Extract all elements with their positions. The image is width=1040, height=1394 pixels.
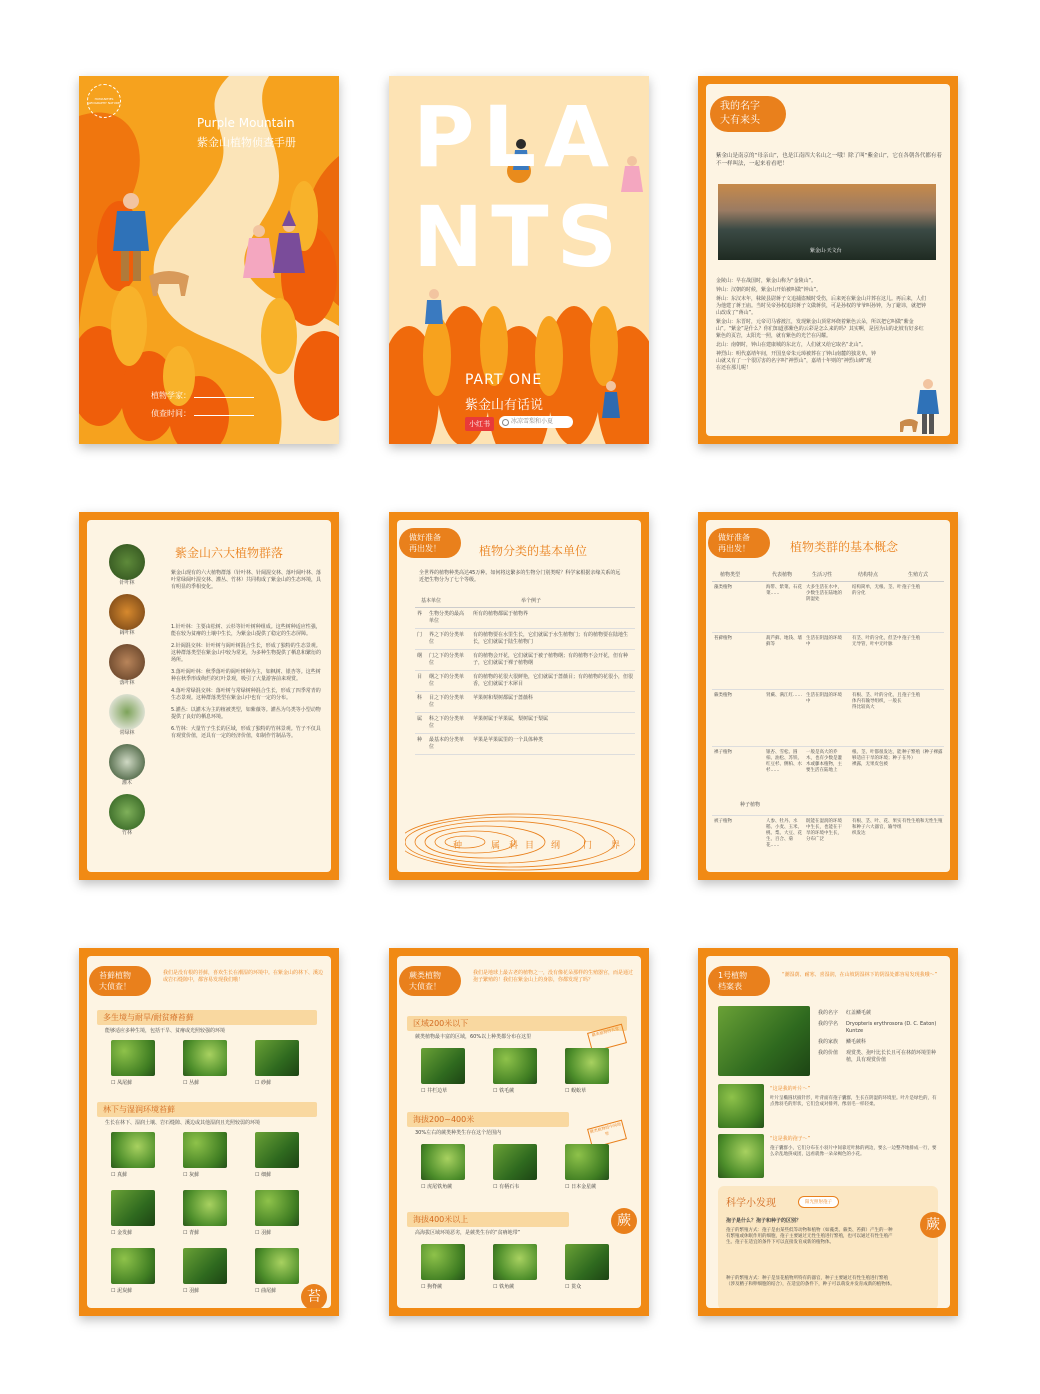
fern-label: ☐ 井栏边草 bbox=[421, 1088, 448, 1094]
name-history-panel bbox=[706, 84, 950, 436]
classification-intro: 全世界的植物种类高达45万种。如何将这繁多的生物分门别类呢？科学家根据亲缘关系的远近把生物分为了七个等级。 bbox=[419, 570, 621, 583]
ring-label: 纲 bbox=[551, 841, 561, 851]
communities-intro: 紫金山现有的六大植物群落（针叶林、针阔混交林、落叶阔叶林、落叶常绿阔叶混交林、灌丛、竹林）共同构成了紫金山的生态环境，具有明显的季相变化。 bbox=[171, 570, 322, 590]
classification-title: 植物分类的基本单位 bbox=[479, 544, 588, 558]
discovery-title: 科学小发现 bbox=[726, 1198, 776, 1209]
classification-tag: 做好准备 再出发！ bbox=[399, 528, 461, 558]
search-pill bbox=[499, 416, 573, 428]
fern-photo bbox=[421, 1144, 465, 1180]
communities-title: 紫金山六大植物群落 bbox=[175, 546, 284, 560]
community-thumb: 落叶林 bbox=[107, 644, 147, 687]
plants-big-2: NTS bbox=[413, 188, 626, 286]
moss-label: ☐ 泥炭藓 bbox=[111, 1288, 133, 1294]
fern-label: ☐ 蜈蚣草 bbox=[565, 1088, 587, 1094]
fern-section-2: 海拔200~400米 bbox=[407, 1112, 569, 1127]
fern-photo bbox=[565, 1144, 609, 1180]
fern-section-2-desc: 30%左右的蕨类种类生存在这个范围内 bbox=[415, 1130, 502, 1136]
fern-label: ☐ 贯众 bbox=[565, 1284, 582, 1290]
plant-profile-badge: 蕨 bbox=[920, 1212, 946, 1238]
moss-photo bbox=[183, 1248, 227, 1284]
group-row: 裸子植物 银杏、雪松、圆柏、油松、苏铁、红豆杉、侧柏、水杉…… 一般是高大的乔木，也有少数是灌木或藤本植物，主要生活在陆地上 根、茎、叶都很发达，能够适应干旱的环境；种子裸露，无果皮包被 种子繁殖（种子裸露在外） bbox=[712, 747, 944, 816]
moss-photo bbox=[111, 1040, 155, 1076]
plant-leaf-text: 叶片呈椭圆状披针形，叶背面有孢子囊群，生长在阴湿的环境里。叶片是绿色的，有点像羽毛的形状，它们会成对排列，像羽毛一样轻柔。 bbox=[770, 1096, 937, 1107]
moss-photo bbox=[255, 1248, 299, 1284]
rank-row: 门 界之下的分类单位 有的植物要在水里生长，它们就属于水生植物门；有的植物要在陆地生长，它们就属于陆生植物门 bbox=[415, 629, 635, 650]
fern-label: ☐ 铁毛蕨 bbox=[493, 1088, 515, 1094]
fern-page bbox=[389, 948, 649, 1316]
plant-field: 我的名字 红盖鳞毛蕨 bbox=[818, 1010, 872, 1016]
rank-table bbox=[415, 596, 635, 755]
community-thumb: 常绿林 bbox=[107, 694, 147, 737]
groups-page bbox=[698, 512, 958, 880]
moss-label: ☐ 砂藓 bbox=[255, 1080, 272, 1086]
plant-spore-photo bbox=[718, 1134, 764, 1178]
name-item: 北山：南朝时，钟山在建康城的东北方，人们就又给它取名“北山”。 bbox=[716, 342, 867, 348]
group-row: 被子植物 人参、牡丹、水稻、小麦、玉米、桃、梨、大豆、花生、百合、菊花…… 既能在湿润的环境中生长，也能在干旱的环境中生长，分布广泛 有根、茎、叶、花、果实和种子六大器官，输导组织发达 有性生殖和无性生殖 bbox=[714, 819, 943, 848]
ring-label: 目 bbox=[525, 841, 535, 851]
fern-photo bbox=[493, 1144, 537, 1180]
fern-badge: 蕨 bbox=[611, 1208, 637, 1234]
moss-photo bbox=[183, 1190, 227, 1226]
seed-plants-label: 种子植物 bbox=[740, 802, 761, 808]
name-item: 神烈山：明代嘉靖年间，开国皇帝朱元璋被葬在了钟山南麓的独龙阜，钟山就又有了一个很厉害的名字叫“神烈山”，嘉靖十年则的“神烈山碑”现在还在那儿呢！ bbox=[716, 351, 877, 371]
name-intro: 紫金山是南京的“母亲山”，也是江南四大名山之一哦！除了叫“紫金山”，它在各朝各代都有着不一样叫法，一起来看看吧！ bbox=[716, 153, 942, 167]
cover-title-en: Purple Mountain bbox=[197, 116, 295, 130]
rank-row: 纲 门之下的分类单位 有的植物会开花，它们就属于被子植物纲；有的植物不会开花，但有种子，它们就属于裸子植物纲 bbox=[415, 650, 635, 671]
groups-title: 植物类群的基本概念 bbox=[790, 540, 899, 554]
moss-badge: 苔 bbox=[301, 1284, 327, 1308]
community-thumbs bbox=[107, 544, 147, 837]
classification-page bbox=[389, 512, 649, 880]
plant-leaf-photo bbox=[718, 1084, 764, 1128]
moss-label: ☐ 羽藓 bbox=[183, 1288, 200, 1294]
community-thumb: 竹林 bbox=[107, 794, 147, 837]
cover-illustration bbox=[79, 76, 339, 444]
discovery-answer: 孢子的繁殖方式：孢子是由某些低等动物和植物（如藻类、蕨类、苔藓）产生的一种有繁殖或休眠作用的细胞，孢子主要通过无性生殖进行繁殖，也可以通过有性生殖产生。孢子在适宜的条件下可以直接发育成新的植物体。 bbox=[726, 1228, 893, 1245]
community-item: 5.灌丛：以灌木为主的植被类型，如紫薇等。灌丛为鸟类等小型动物提供了良好的栖息环境。 bbox=[171, 707, 321, 720]
moss-photo bbox=[255, 1040, 299, 1076]
community-thumb: 阔叶林 bbox=[107, 594, 147, 637]
plant-leaf-quote: “这是我的叶片～” bbox=[770, 1086, 811, 1092]
groups-tag: 做好准备 再出发！ bbox=[708, 528, 770, 558]
plant-spore-text: 孢子囊群小，它们分布在小羽片中间靠近叶脉的两边，要么一边整齐地排成一行，要么杂乱地挤成团，远看就像一朵朵褐色的小花。 bbox=[770, 1146, 937, 1157]
part-label: PART ONE bbox=[465, 372, 543, 388]
community-item: 2.针阔混交林：针叶树与阔叶树混合生长，形成了独特的生态景观。这种群落类型在紫金山中较为常见，为多种生物提供了栖息和繁衍的场所。 bbox=[171, 643, 322, 663]
moss-label: ☐ 丛藓 bbox=[183, 1080, 200, 1086]
moss-photo bbox=[255, 1190, 299, 1226]
moss-photo bbox=[183, 1132, 227, 1168]
fern-photo bbox=[493, 1244, 537, 1280]
moss-photo bbox=[111, 1248, 155, 1284]
moss-photo bbox=[183, 1040, 227, 1076]
fern-section-3-desc: 高海拔区域环境恶劣，是蕨类生存的“贫瘠地带” bbox=[415, 1230, 521, 1236]
communities-panel bbox=[87, 520, 331, 872]
name-tag: 我的名字 大有来头 bbox=[710, 96, 786, 132]
fern-photo bbox=[493, 1048, 537, 1084]
community-thumb: 灌木 bbox=[107, 744, 147, 787]
rank-row: 目 纲之下的分类单位 有的植物的花很大很鲜艳，它们就属于蔷薇目；有的植物的花很小，但很香，它们就属于木犀目 bbox=[415, 671, 635, 692]
date-field bbox=[151, 408, 254, 419]
discovery-answer: 种子的繁殖方式：种子是显花植物所特有的器官，种子主要通过有性生殖进行繁殖（涉及精子和卵细胞的结合），在适宜的条件下，种子可以萌发并发育成新的植物体。 bbox=[726, 1276, 895, 1287]
botanist-label: 植物学家： bbox=[151, 391, 191, 400]
community-item: 4.落叶常绿混交林：落叶树与常绿树种混合生长，形成了四季常青的生态景观。这种群落类型在紫金山中也有一定的分布。 bbox=[171, 688, 321, 701]
logo-badge: HUMANITIES GEOGRAPHY NATURE bbox=[87, 84, 121, 118]
name-history-page bbox=[698, 76, 958, 444]
cover-page bbox=[79, 76, 339, 444]
plants-big-1: PLA bbox=[413, 88, 618, 186]
cover-title-cn: 紫金山植物侦查手册 bbox=[197, 136, 296, 149]
plant-profile-panel bbox=[706, 956, 950, 1308]
group-row: 藻类植物 海带、紫菜、石花菜…… 大多生活在水中，少数生活在陆地的阴湿处 结构简单，无根、茎、叶的分化 孢子生殖 bbox=[712, 582, 944, 633]
ring-label: 科 bbox=[509, 841, 519, 851]
mountain-photo bbox=[718, 184, 936, 260]
rank-row: 种 最基本的分类单位 苹果是苹果属里的一个具体种类 bbox=[415, 734, 635, 755]
fern-photo bbox=[421, 1048, 465, 1084]
fern-panel bbox=[397, 956, 641, 1308]
plant-profile-intro: “潮湿荫、耐寒、喜湿润，在山坡阴湿林下的阴湿处都容易发现我哦～” bbox=[782, 972, 938, 978]
rank-header: 基本单位 举个例子 bbox=[415, 596, 635, 608]
name-items bbox=[716, 278, 926, 372]
fern-section-3: 海拔400米以上 bbox=[407, 1212, 569, 1227]
plant-profile-tag: 1号植物 档案表 bbox=[708, 966, 770, 996]
ring-label: 属 bbox=[491, 841, 501, 851]
plant-spore-quote: “这是我的孢子～” bbox=[770, 1136, 811, 1142]
date-label: 侦查时间： bbox=[151, 409, 191, 418]
rank-row: 科 目之下的分类单位 苹果树和梨树都属于蔷薇科 bbox=[415, 692, 635, 713]
fern-stamp: 蕨类植物的天堂 bbox=[587, 1024, 627, 1053]
classification-panel bbox=[397, 520, 641, 872]
fern-photo bbox=[565, 1048, 609, 1084]
community-list bbox=[171, 624, 321, 740]
ring-label: 界 bbox=[611, 841, 621, 851]
fern-stamp: 蕨类植物的中间地带 bbox=[587, 1120, 627, 1149]
plant-field: 我的家族 鳞毛蕨科 bbox=[818, 1039, 867, 1045]
community-item: 1.针叶林：主要由松树、云杉等针叶树种组成。这些树种适应性强，能在较为贫瘠的土壤中生长，为紫金山提供了稳定的生态屏障。 bbox=[171, 624, 321, 637]
moss-label: ☐ 金发藓 bbox=[111, 1230, 133, 1236]
plant-fields bbox=[818, 1010, 944, 1064]
moss-photo bbox=[111, 1132, 155, 1168]
groups-panel bbox=[706, 520, 950, 872]
community-item: 6.竹林：大量竹子生长的区域，形成了独特的竹林景观。竹子不仅具有观赏价值，还具有一定的经济价值，如制作竹制品等。 bbox=[171, 726, 321, 739]
moss-label: ☐ 曲尾藓 bbox=[255, 1288, 277, 1294]
ring-label: 种 bbox=[453, 841, 463, 851]
moss-section-2-desc: 生长在林下、湿润土壤、岩石缝隙、溪边或其他湿润且光照较弱的环境 bbox=[105, 1120, 261, 1126]
community-thumb: 针叶林 bbox=[107, 544, 147, 587]
moss-photo bbox=[255, 1132, 299, 1168]
moss-label: ☐ 青藓 bbox=[183, 1230, 200, 1236]
moss-page bbox=[79, 948, 339, 1316]
plants-page bbox=[389, 76, 649, 444]
search-icon bbox=[502, 419, 509, 426]
plants-subtitle: 紫金山有话说 bbox=[465, 398, 544, 413]
name-item: 蒋山：东汉末年，秣陵县尉蒋子文追捕盗贼时受伤，后来死在紫金山并葬在这儿。再后来，人们为他建了蒋王庙。当时吴帝孙权追封蒋子文做蒋侯，可是孙权的爷爷叫孙钟，为了避讳，就把钟山改成了“蒋山”。 bbox=[716, 296, 927, 316]
group-row: 苔藓植物 葫芦藓、地钱、墙藓等 生活在阴湿的环境中 有茎、叶的分化，但茎中无导管，叶中无叶脉 孢子生殖 bbox=[712, 633, 944, 690]
plant-photo bbox=[718, 1006, 810, 1076]
rank-row: 界 生物分类的最高单位 所有的植物都属于植物界 bbox=[415, 608, 635, 629]
moss-label: ☐ 凤尾藓 bbox=[111, 1080, 133, 1086]
moss-label: ☐ 真藓 bbox=[111, 1172, 128, 1178]
moss-photo bbox=[111, 1190, 155, 1226]
fern-intro: 我们是地球上最古老的植物之一，没有像花朵那样的生殖器官，而是通过孢子繁殖的！我们在紫金山上的身影，你都发现了吗？ bbox=[473, 970, 634, 983]
moss-label: ☐ 灰藓 bbox=[183, 1172, 200, 1178]
moss-panel bbox=[87, 956, 331, 1308]
brand-badge: 小红书 bbox=[465, 417, 494, 431]
discovery-bubble: 阳光照射孢子 bbox=[798, 1196, 839, 1208]
moss-label: ☐ 羽藓 bbox=[255, 1230, 272, 1236]
discovery-box bbox=[718, 1186, 938, 1308]
moss-label: ☐ 细藓 bbox=[255, 1172, 272, 1178]
fern-section-1: 区域200米以下 bbox=[407, 1016, 627, 1031]
discovery-question: 孢子是什么？孢子和种子的区别？ bbox=[726, 1218, 802, 1224]
name-item: 紫金山：东晋时，元帝司马睿渡江，发现紫金山顶常环绕着紫色云朵，所以把它叫做“紫金山”。“紫金”是什么？你们知道那紫色的云彩是怎么来的吗？其实啊，是因为山的北坡有好多红紫色的页岩，太阳光一照，就有紫色的光芒在闪耀。 bbox=[716, 319, 924, 339]
rank-row: 属 科之下的分类单位 苹果树属于苹果属，梨树属于梨属 bbox=[415, 713, 635, 734]
fern-label: ☐ 狗脊蕨 bbox=[421, 1284, 443, 1290]
groups-table bbox=[712, 570, 944, 872]
moss-section-1-desc: 能够适应多种生境，包括干旱、贫瘠或光照较强的环境 bbox=[105, 1028, 226, 1034]
fern-tag: 蕨类植物 大侦查！ bbox=[399, 966, 461, 996]
plant-field: 我的学名 Dryopteris erythrosora (D. C. Eaton) Kuntze bbox=[818, 1021, 937, 1034]
moss-intro: 我们是没有根的苔藓，喜欢生长在潮湿的环境中。在紫金山的林下、溪边或岩石缝隙中，都容易发现我们哦！ bbox=[163, 970, 324, 983]
communities-page bbox=[79, 512, 339, 880]
fern-label: ☐ 虎尾铁角蕨 bbox=[421, 1184, 453, 1190]
fern-label: ☐ 日本金星蕨 bbox=[565, 1184, 597, 1190]
moss-tag: 苔藓植物 大侦查！ bbox=[89, 966, 151, 996]
moss-section-1: 多生境与耐旱/耐贫瘠苔藓 bbox=[97, 1010, 317, 1025]
plant-field: 我的价值 观赏类、孢叶比长长且可在林荫环境里种植，具有观赏价值 bbox=[818, 1050, 937, 1063]
search-text: 冰凉雪梨和小夏 bbox=[511, 418, 554, 425]
botanist-field bbox=[151, 390, 254, 401]
hiker-illustration bbox=[898, 376, 948, 436]
community-item: 3.落叶阔叶林：秋季落叶的阔叶树种为主，如枫树、银杏等。这些树种在秋季形成绚烂的红叶景观，吸引了大量游客前来观赏。 bbox=[171, 669, 321, 682]
name-item: 金陵山：早在战国时，紫金山称为“金陵山”。 bbox=[716, 278, 817, 284]
fern-label: ☐ 铁角蕨 bbox=[493, 1284, 515, 1290]
rank-rings bbox=[405, 812, 635, 872]
ring-label: 门 bbox=[583, 841, 593, 851]
plant-profile-page bbox=[698, 948, 958, 1316]
fern-label: ☐ 有柄石韦 bbox=[493, 1184, 520, 1190]
fern-section-1-desc: 蕨类植物最丰富的区域，60%以上种类都分布在这里 bbox=[415, 1034, 532, 1040]
moss-section-2: 林下与湿润环境苔藓 bbox=[97, 1102, 317, 1117]
group-row: 蕨类植物 肾蕨、满江红…… 生活在阴湿的环境中 有根、茎、叶的分化，且体内有输导组织，一般长得比较高大 孢子生殖 bbox=[712, 690, 944, 747]
photo-caption: 紫金山·天文台 bbox=[810, 248, 842, 254]
name-item: 钟山：汉朝的时候，紫金山开始被叫做“钟山”。 bbox=[716, 287, 822, 293]
fern-photo bbox=[421, 1244, 465, 1280]
groups-header: 植物类型 代表植物 生活习性 结构特点 生殖方式 bbox=[712, 570, 944, 582]
fern-photo bbox=[565, 1244, 609, 1280]
